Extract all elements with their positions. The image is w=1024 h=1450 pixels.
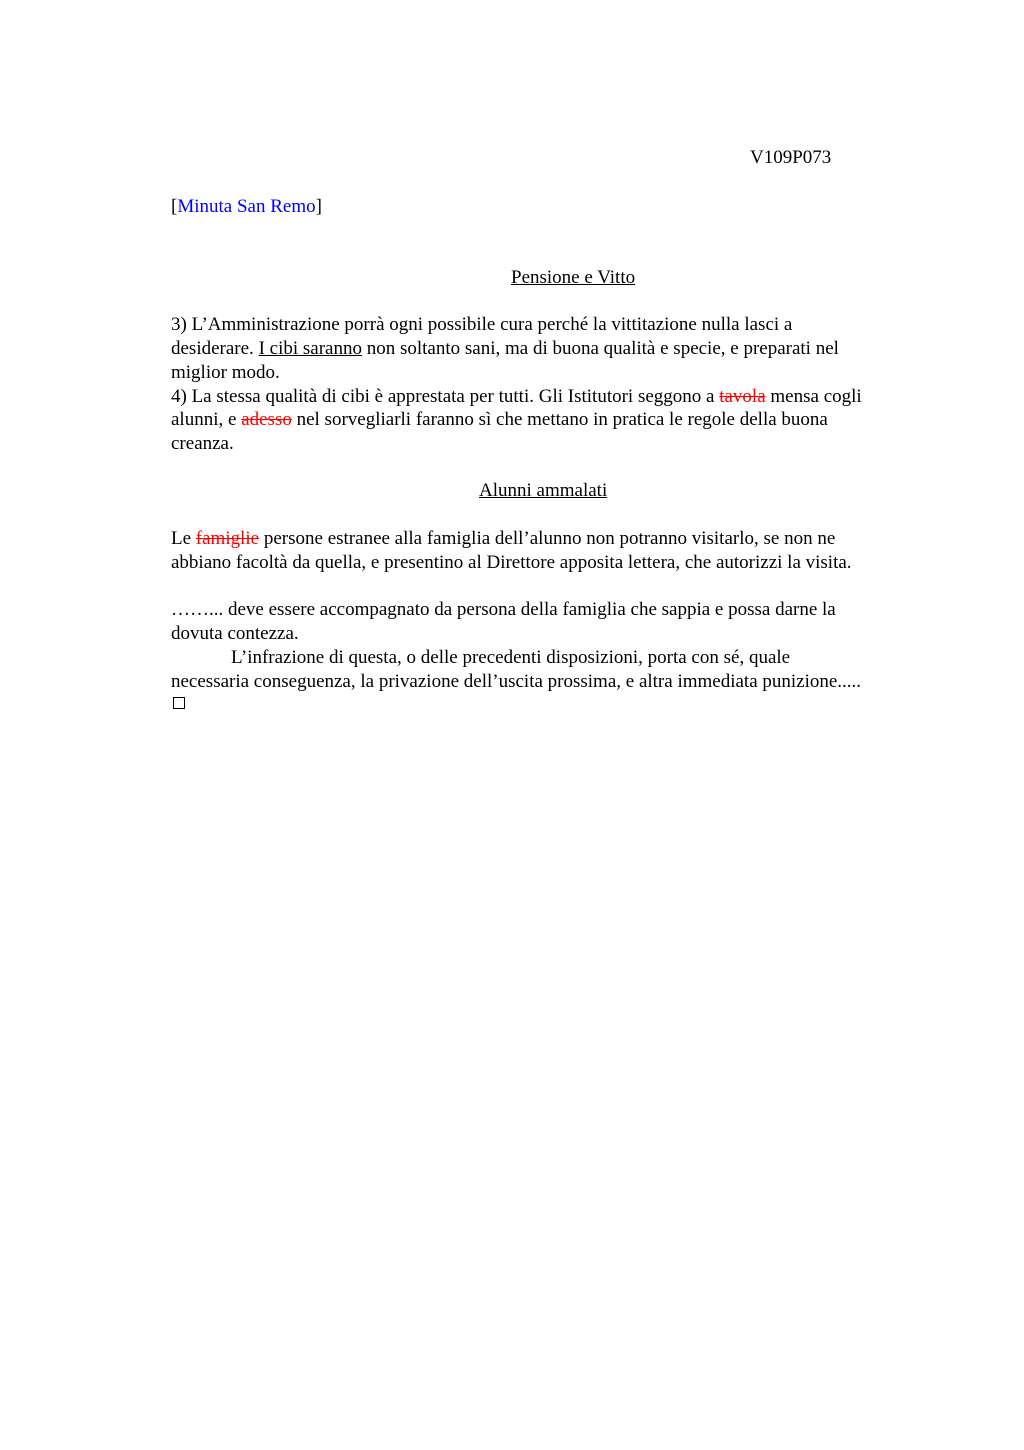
struck-word-adesso: adesso <box>241 409 292 430</box>
paragraph-3-line-1: 3) L’Amministrazione porrà ogni possibile cura perché la vittitazione nulla lasci a <box>171 314 793 335</box>
paragraph-le-line-1 <box>171 527 835 551</box>
bracket-open: [ <box>171 196 178 217</box>
document-id: V109P073 <box>750 147 832 168</box>
paragraph-4-line-2 <box>171 408 828 432</box>
p4-line1-text-pre: 4) La stessa qualità di cibi è apprestata per tutti. Gli Istitutori seggono a <box>171 386 720 407</box>
paragraph-deve-line-2: dovuta contezza. <box>171 623 299 644</box>
paragraph-4-line-3: creanza. <box>171 433 234 454</box>
paragraph-le-line-2: abbiano facoltà da quella, e presentino al Direttore apposita lettera, che autorizzi la visita. <box>171 552 852 573</box>
bracket-close: ] <box>315 196 322 217</box>
paragraph-deve-line-1: ……... deve essere accompagnato da persona della famiglia che sappia e possa darne la <box>171 599 836 620</box>
struck-word-tavola: tavola <box>719 386 766 407</box>
heading-alunni-ammalati: Alunni ammalati <box>479 480 608 501</box>
p4-line1-text-post: mensa cogli <box>765 386 862 407</box>
paragraph-3-line-2 <box>171 337 839 361</box>
heading-pensione-vitto: Pensione e Vitto <box>511 267 636 288</box>
underlined-phrase: I cibi saranno <box>258 338 362 359</box>
p3-line2-text-pre: desiderare. <box>171 338 259 359</box>
p3-line2-text-post: non soltanto sani, ma di buona qualità e specie, e preparati nel <box>361 338 839 359</box>
le-line1-text-pre: Le <box>171 528 196 549</box>
paragraph-infrazione-line-1: L’infrazione di questa, o delle precedenti disposizioni, porta con sé, quale <box>231 647 791 668</box>
paragraph-3-line-3: miglior modo. <box>171 362 280 383</box>
p4-line2-text-post: nel sorvegliarli faranno sì che mettano in pratica le regole della buona <box>291 409 828 430</box>
le-line1-text-post: persone estranee alla famiglia dell’alunno non potranno visitarlo, se non ne <box>259 528 836 549</box>
paragraph-infrazione-line-2: necessaria conseguenza, la privazione dell’uscita prossima, e altra immediata punizione..... <box>171 671 862 692</box>
paragraph-4-line-1 <box>171 385 862 409</box>
minuta-label: Minuta San Remo <box>177 196 316 217</box>
empty-box-icon <box>173 697 185 709</box>
struck-word-famiglie: famiglie <box>195 528 260 549</box>
p4-line2-text-pre: alunni, e <box>171 409 242 430</box>
minuta-note <box>171 196 322 218</box>
